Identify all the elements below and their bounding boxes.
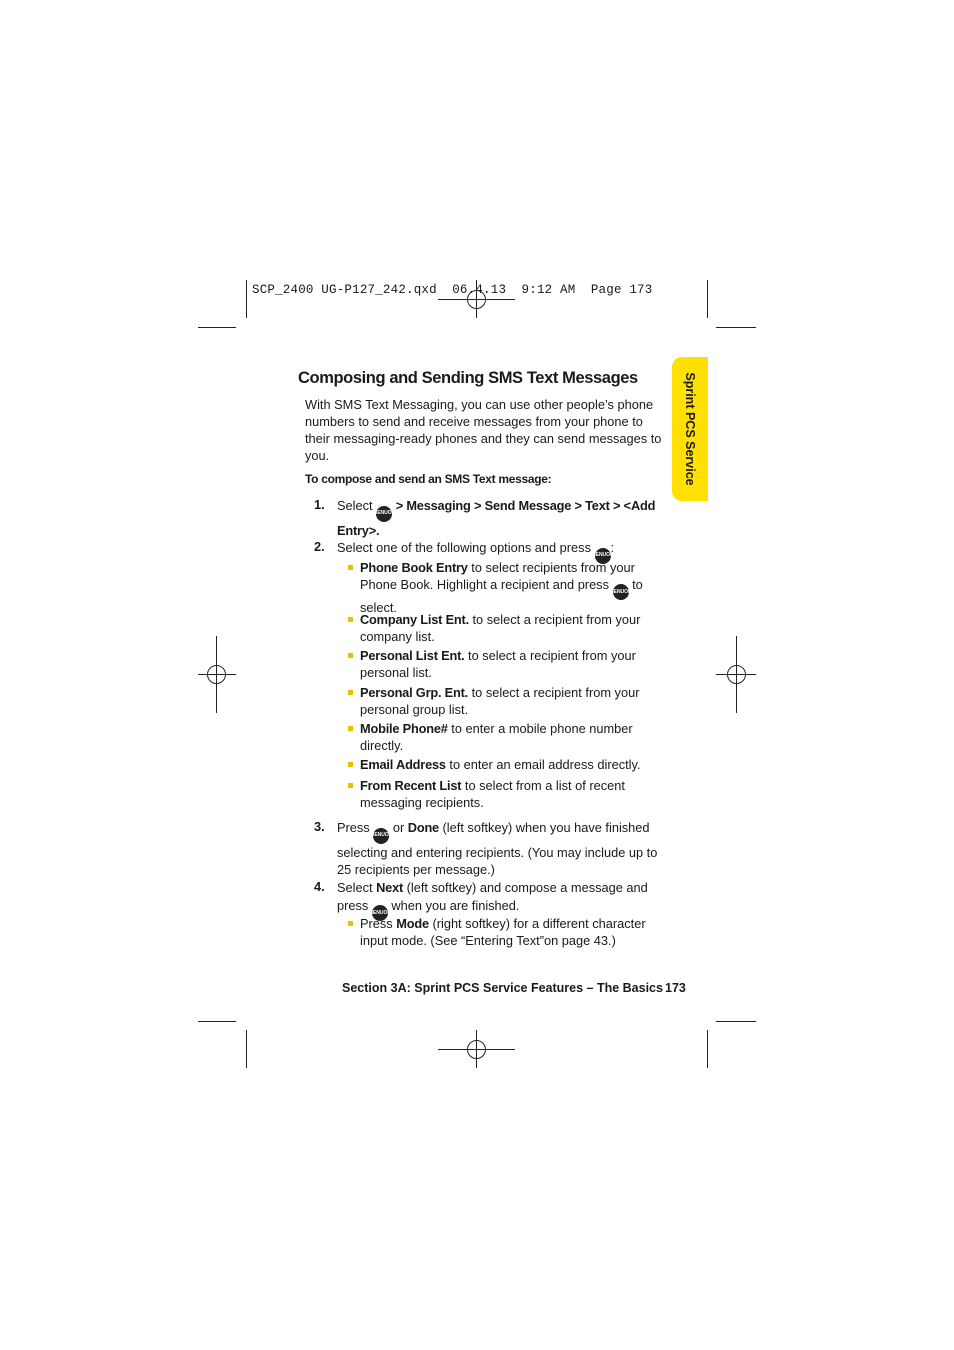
step-1 xyxy=(337,497,657,539)
step-4: Select Next (left softkey) and compose a message and press MENU OK when you are finished. xyxy=(337,879,655,921)
footer-section-title: Section 3A: Sprint PCS Service Features – The Basics xyxy=(342,981,663,995)
step-text: Select xyxy=(337,498,373,513)
menu-ok-key-icon: MENU OK xyxy=(376,506,392,522)
step-number: 2. xyxy=(314,539,325,554)
page-number: 173 xyxy=(665,981,686,995)
step-number: 4. xyxy=(314,879,325,894)
menu-ok-key-icon: MENU OK xyxy=(613,584,629,600)
menu-ok-key-icon: MENU OK xyxy=(595,548,611,564)
step-number: 3. xyxy=(314,819,325,834)
print-slug: SCP_2400 UG-P127_242.qxd 06.4.13 9:12 AM Page 173 xyxy=(252,283,653,297)
side-tab-label: Sprint PCS Service xyxy=(683,372,697,486)
menu-path: > Messaging > Send Message > Text > <Add Entry>. xyxy=(337,498,656,538)
step-number: 1. xyxy=(314,497,325,512)
step-2: Select one of the following options and press MENU OK : xyxy=(337,539,667,564)
done-softkey-label: Done xyxy=(407,820,439,835)
section-side-tab xyxy=(672,357,708,501)
next-softkey-label: Next xyxy=(376,880,404,895)
menu-ok-key-icon: MENU OK xyxy=(373,828,389,844)
procedure-heading: To compose and send an SMS Text message: xyxy=(305,472,552,486)
menu-ok-key-icon: MENU OK xyxy=(372,905,388,921)
intro-paragraph: With SMS Text Messaging, you can use other people’s phone numbers to send and receive messages from your phone to their messaging-ready phones and they can send messages to you. xyxy=(305,397,662,463)
page-title: Composing and Sending SMS Text Messages xyxy=(298,369,638,387)
step-3: Press MENU OK or Done (left softkey) when you have finished selecting and entering recipients. (You may include up to 25 recipients per message.) xyxy=(337,820,658,877)
step-text: Select one of the following options and press xyxy=(337,540,591,555)
